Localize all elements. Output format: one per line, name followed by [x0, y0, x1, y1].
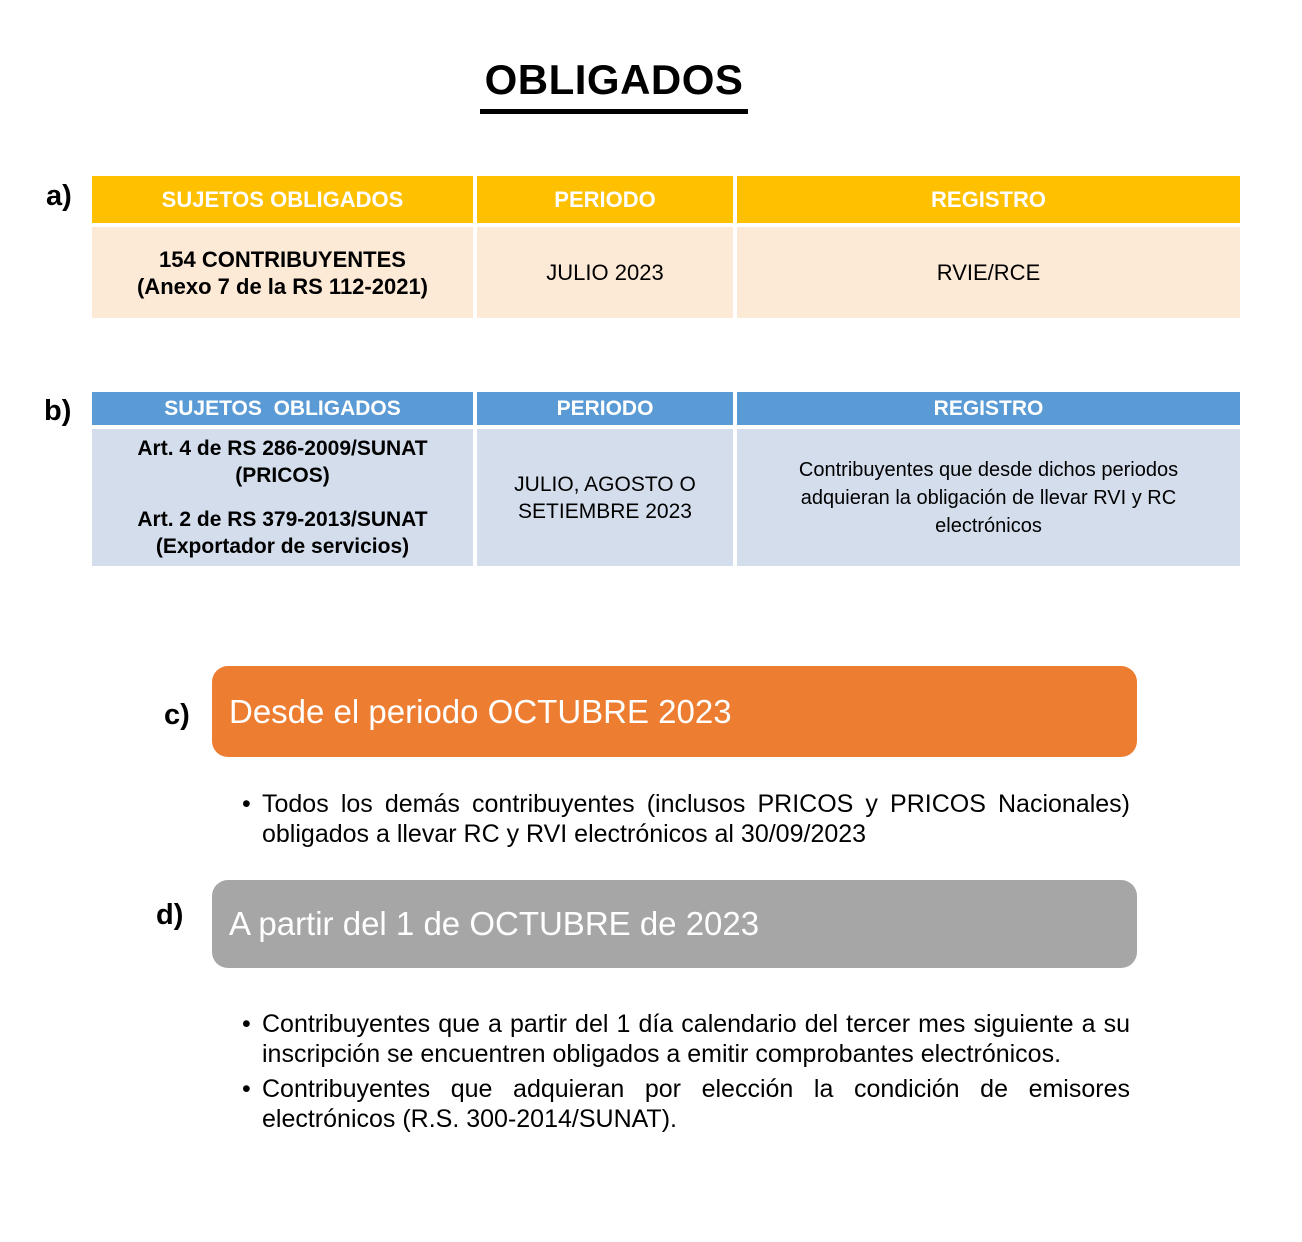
table-b-header-registro: REGISTRO — [737, 392, 1240, 425]
table-b-header-sujetos: SUJETOS OBLIGADOS — [92, 392, 473, 425]
bullet-icon: • — [242, 790, 251, 818]
table-b-cell-registro: Contribuyentes que desde dichos periodos adquieran la obligación de llevar RVI y RC electrónicos — [737, 429, 1240, 566]
section-c-banner-text: Desde el periodo OCTUBRE 2023 — [229, 692, 732, 730]
section-c-label: c) — [164, 699, 190, 731]
section-d-banner-text: A partir del 1 de OCTUBRE de 2023 — [229, 905, 760, 942]
bullet-text: Todos los demás contribuyentes (inclusos PRICOS y PRICOS Nacionales) obligados a llevar RC y RVI electrónicos al 30/09/2023 — [262, 790, 1130, 848]
table-a-cell-sujetos — [92, 227, 473, 318]
section-d-banner — [212, 880, 1137, 968]
table-b-header-periodo: PERIODO — [477, 392, 733, 425]
list-item — [242, 789, 1130, 849]
section-c-bullets — [242, 789, 1130, 849]
section-d-bullets — [242, 1009, 1130, 1134]
table-a-cell-periodo: JULIO 2023 — [477, 227, 733, 318]
list-item — [242, 1074, 1130, 1134]
table-a — [92, 176, 1240, 318]
section-b-label: b) — [44, 395, 72, 427]
section-a-label: a) — [46, 180, 72, 212]
page-title: OBLIGADOS — [480, 56, 749, 114]
bullet-icon: • — [242, 1010, 251, 1038]
table-b-sujetos-item2 — [137, 506, 427, 560]
table-b-sujetos-item1 — [137, 435, 427, 489]
table-a-sujetos-line1: 154 CONTRIBUYENTES — [159, 246, 406, 272]
table-b-sujetos-item1-line1: Art. 4 de RS 286-2009/SUNAT — [137, 437, 428, 460]
bullet-text: Contribuyentes que a partir del 1 día calendario del tercer mes siguiente a su inscripción se encuentren obligados a emitir comprobantes electrónicos. — [262, 1010, 1130, 1068]
table-a-sujetos-line2: (Anexo 7 de la RS 112-2021) — [136, 273, 429, 299]
page-title-wrap — [0, 56, 1228, 114]
table-a-header-periodo: PERIODO — [477, 176, 733, 223]
bullet-icon: • — [242, 1075, 251, 1103]
list-item — [242, 1009, 1130, 1069]
table-b-sujetos-item2-line1: Art. 2 de RS 379-2013/SUNAT — [137, 508, 428, 531]
table-b-cell-sujetos — [92, 429, 473, 566]
table-a-cell-registro: RVIE/RCE — [737, 227, 1240, 318]
table-b-cell-periodo: JULIO, AGOSTO O SETIEMBRE 2023 — [477, 429, 733, 566]
table-b-sujetos-item1-line2: (PRICOS) — [235, 464, 330, 487]
section-c-banner — [212, 666, 1137, 757]
table-a-header-sujetos: SUJETOS OBLIGADOS — [92, 176, 473, 223]
table-a-header-registro: REGISTRO — [737, 176, 1240, 223]
section-d-label: d) — [156, 899, 184, 931]
table-b-sujetos-item2-line2: (Exportador de servicios) — [155, 535, 410, 558]
table-b — [92, 392, 1240, 566]
bullet-text: Contribuyentes que adquieran por elección la condición de emisores electrónicos (R.S. 300-2014/SUNAT). — [262, 1075, 1130, 1133]
